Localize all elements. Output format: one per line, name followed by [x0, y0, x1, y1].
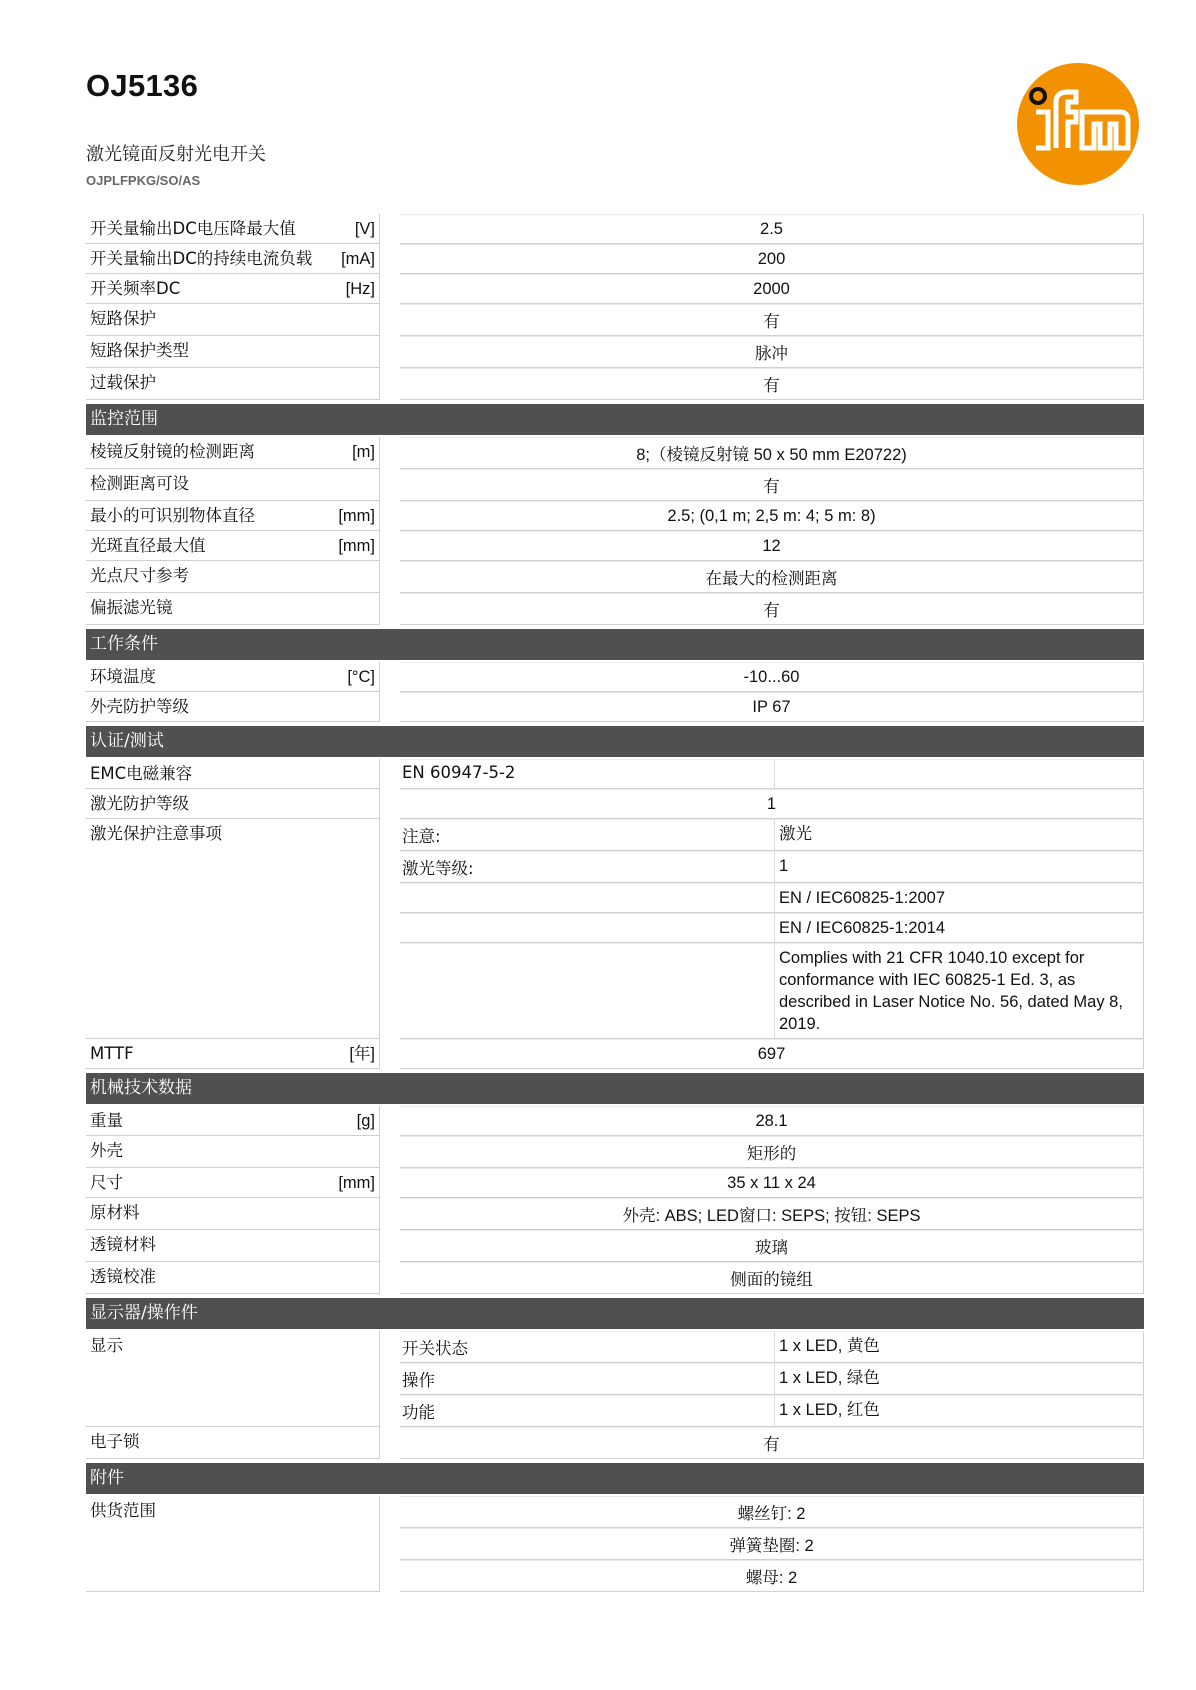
row-unit: [Hz] [345, 280, 375, 298]
row-value: 8;（棱镜反射镜 50 x 50 mm E20722) [400, 437, 1144, 469]
row-unit [369, 308, 375, 332]
spec-row [86, 662, 1144, 692]
row-value: 2.5; (0,1 m; 2,5 m: 4; 5 m: 8) [400, 501, 1144, 531]
scope-item: 螺母: 2 [400, 1560, 1144, 1592]
spec-row [86, 1198, 1144, 1230]
spec-row [86, 1106, 1144, 1136]
note-key [400, 913, 775, 943]
row-value: 脉冲 [400, 336, 1144, 368]
row-value: 侧面的镜组 [400, 1262, 1144, 1294]
row-label: 外壳防护等级 [90, 697, 189, 716]
row-label: 光点尺寸参考 [90, 566, 189, 585]
spec-row [86, 304, 1144, 336]
row-value: 有 [400, 1427, 1144, 1459]
spec-row [86, 214, 1144, 244]
spec-row [86, 593, 1144, 625]
row-label: 透镜材料 [90, 1235, 156, 1254]
row-label: 棱镜反射镜的检测距离 [90, 442, 255, 461]
spec-row [86, 819, 1144, 1039]
row-unit [369, 1266, 375, 1290]
row-unit [369, 1140, 375, 1164]
row-unit: [g] [356, 1112, 375, 1130]
row-unit: [°C] [347, 668, 375, 686]
note-value: 激光 [775, 819, 1144, 851]
product-subtitle: 激光镜面反射光电开关 [86, 144, 266, 165]
spec-row [86, 336, 1144, 368]
row-value: 有 [400, 469, 1144, 501]
spec-row [86, 692, 1144, 722]
note-key: 激光等级: [400, 851, 775, 883]
spec-row [86, 1136, 1144, 1168]
spec-row [86, 1427, 1144, 1459]
scope-item: 螺丝钉: 2 [400, 1496, 1144, 1528]
row-unit [369, 597, 375, 621]
row-value: 28.1 [400, 1106, 1144, 1136]
row-unit: [年] [349, 1045, 375, 1063]
row-label: 重量 [90, 1111, 123, 1130]
row-unit: [mm] [338, 507, 375, 525]
row-label: 偏振滤光镜 [90, 598, 173, 617]
spec-row [86, 501, 1144, 531]
spec-row [86, 561, 1144, 593]
row-value: 200 [400, 244, 1144, 274]
note-value: EN / IEC60825-1:2014 [775, 913, 1144, 943]
scope-item: 弹簧垫圈: 2 [400, 1528, 1144, 1560]
row-label: 过载保护 [90, 373, 156, 392]
row-label: 检测距离可设 [90, 474, 189, 493]
section-header-display: 显示器/操作件 [86, 1298, 1144, 1329]
section-header-mechanical: 机械技术数据 [86, 1073, 1144, 1104]
section-header-monitoring: 监控范围 [86, 404, 1144, 435]
spec-row [86, 789, 1144, 819]
row-unit: [V] [354, 220, 375, 238]
display-value: 1 x LED, 红色 [775, 1395, 1144, 1427]
section-header-accessories: 附件 [86, 1463, 1144, 1494]
row-value: 矩形的 [400, 1136, 1144, 1168]
note-key [400, 943, 775, 1039]
ifm-logo [1016, 62, 1140, 186]
row-unit [369, 1202, 375, 1226]
product-code: OJPLFPKG/SO/AS [86, 173, 201, 188]
display-value: 1 x LED, 黄色 [775, 1331, 1144, 1363]
display-key: 开关状态 [400, 1331, 775, 1363]
row-value: 外壳: ABS; LED窗口: SEPS; 按钮: SEPS [400, 1198, 1144, 1230]
row-unit [369, 372, 375, 396]
row-unit: [mA] [341, 250, 375, 268]
row-unit: [m] [352, 443, 375, 461]
row-label: 显示 [90, 1336, 123, 1355]
row-value: 697 [400, 1039, 1144, 1069]
row-value: IP 67 [400, 692, 1144, 722]
spec-row [86, 244, 1144, 274]
spec-row [86, 1331, 1144, 1427]
row-label: 外壳 [90, 1141, 123, 1160]
product-title: OJ5136 [86, 68, 199, 103]
row-label: 原材料 [90, 1203, 140, 1222]
row-label: 透镜校准 [90, 1267, 156, 1286]
row-value: -10...60 [400, 662, 1144, 692]
row-label: 激光保护注意事项 [90, 824, 222, 843]
row-unit [369, 340, 375, 364]
row-label: 最小的可识别物体直径 [90, 506, 255, 525]
row-label: 开关量输出DC电压降最大值 [90, 219, 296, 238]
specification-table [86, 214, 1144, 1592]
row-value: 2.5 [400, 214, 1144, 244]
row-label: 开关量输出DC的持续电流负载 [90, 249, 313, 268]
emc-value: EN 60947-5-2 [400, 759, 775, 789]
row-label: 短路保护 [90, 309, 156, 328]
spec-row [86, 759, 1144, 789]
spec-row [86, 531, 1144, 561]
spec-row [86, 1496, 1144, 1592]
row-unit [369, 1234, 375, 1258]
row-label: MTTF [90, 1044, 134, 1063]
row-unit: [mm] [338, 1174, 375, 1192]
row-value: 在最大的检测距离 [400, 561, 1144, 593]
row-unit: [mm] [338, 537, 375, 555]
display-key: 操作 [400, 1363, 775, 1395]
row-label: 环境温度 [90, 667, 156, 686]
row-value: 35 x 11 x 24 [400, 1168, 1144, 1198]
row-unit [369, 696, 375, 718]
display-key: 功能 [400, 1395, 775, 1427]
spec-row [86, 469, 1144, 501]
row-value: 有 [400, 304, 1144, 336]
section-header-operating: 工作条件 [86, 629, 1144, 660]
spec-row [86, 1230, 1144, 1262]
note-key [400, 883, 775, 913]
note-value: Complies with 21 CFR 1040.10 except for conformance with IEC 60825-1 Ed. 3, as described in Laser Notice No. 56, dated May 8, 2019. [775, 943, 1144, 1039]
row-label: 开关频率DC [90, 279, 181, 298]
row-unit [369, 473, 375, 497]
spec-row [86, 1168, 1144, 1198]
row-label: 光斑直径最大值 [90, 536, 206, 555]
section-header-approvals: 认证/测试 [86, 726, 1144, 757]
row-value: 有 [400, 593, 1144, 625]
row-label: EMC电磁兼容 [90, 764, 193, 783]
note-value: 1 [775, 851, 1144, 883]
display-value: 1 x LED, 绿色 [775, 1363, 1144, 1395]
note-value: EN / IEC60825-1:2007 [775, 883, 1144, 913]
row-value: 玻璃 [400, 1230, 1144, 1262]
spec-row [86, 274, 1144, 304]
row-label: 电子锁 [90, 1432, 140, 1451]
spec-row [86, 368, 1144, 400]
row-value: 1 [400, 789, 1144, 819]
row-label: 激光防护等级 [90, 794, 189, 813]
row-value: 2000 [400, 274, 1144, 304]
row-label: 尺寸 [90, 1173, 123, 1192]
row-label: 短路保护类型 [90, 341, 189, 360]
row-value: 有 [400, 368, 1144, 400]
row-value: 12 [400, 531, 1144, 561]
spec-row [86, 437, 1144, 469]
row-label: 供货范围 [90, 1501, 156, 1520]
spec-row [86, 1262, 1144, 1294]
note-key: 注意: [400, 819, 775, 851]
spec-row [86, 1039, 1144, 1069]
row-unit [369, 565, 375, 589]
